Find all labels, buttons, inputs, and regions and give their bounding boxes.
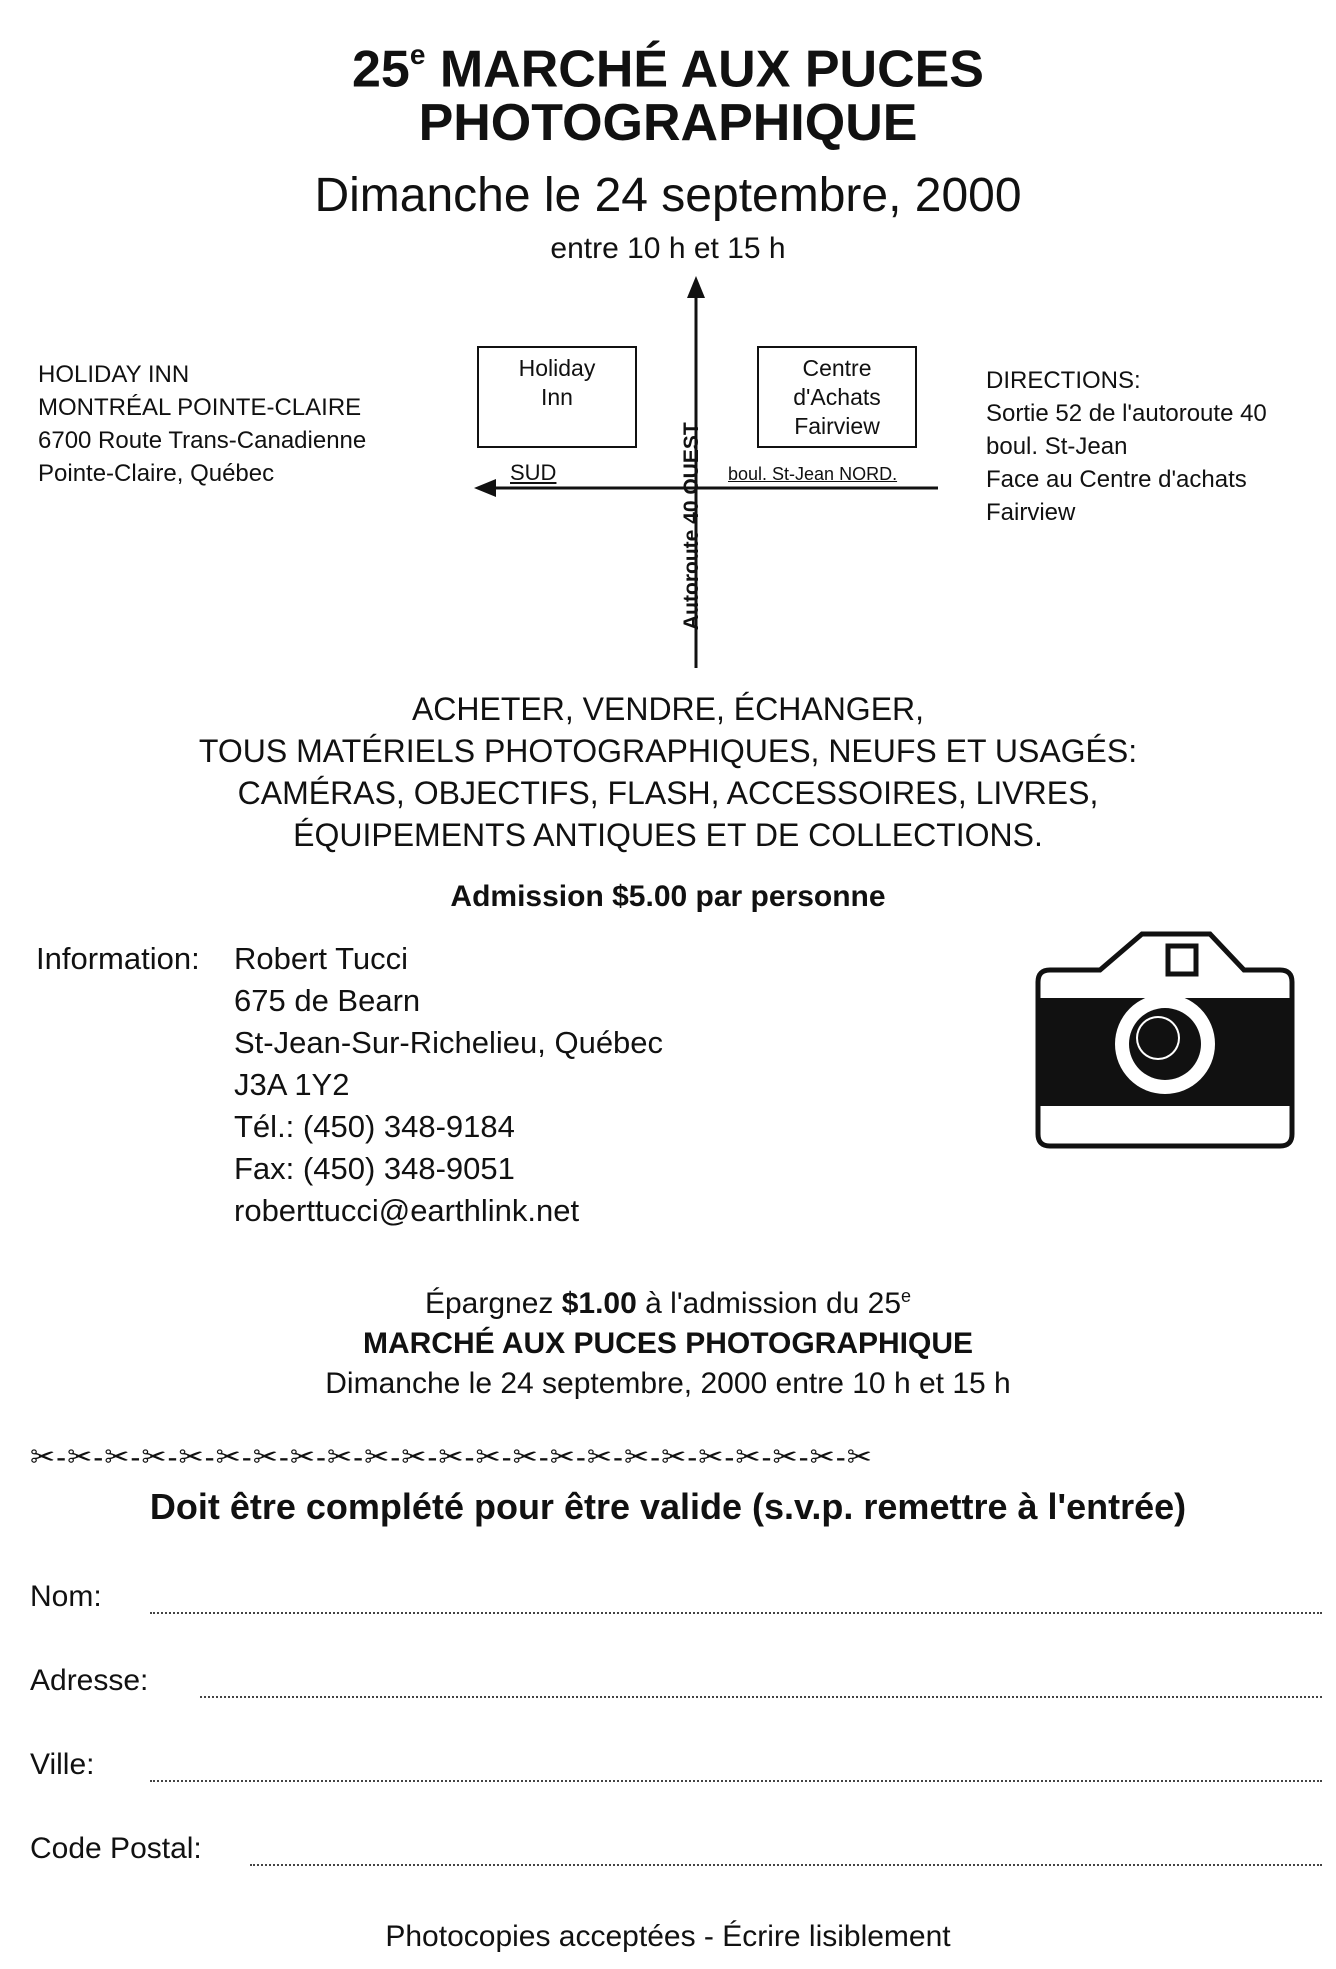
city-field-label: Ville: — [30, 1748, 95, 1781]
title-line2: PHOTOGRAPHIQUE — [418, 94, 918, 152]
directions-line: Face au Centre d'achats — [986, 466, 1247, 493]
highway-label: Autoroute 40 OUEST — [680, 422, 703, 630]
information-label: Information: — [36, 941, 200, 976]
arrow-left-icon — [474, 479, 496, 497]
event-hours: entre 10 h et 15 h — [550, 232, 786, 265]
venue-line: 6700 Route Trans-Canadienne — [38, 427, 367, 454]
contact-phone: Tél.: (450) 348-9184 — [234, 1109, 515, 1144]
listing-line: TOUS MATÉRIELS PHOTOGRAPHIQUES, NEUFS ET USAGÉS: — [198, 733, 1138, 769]
contact-fax: Fax: (450) 348-9051 — [234, 1151, 515, 1186]
venue-line: HOLIDAY INN — [38, 361, 190, 388]
coupon-superscript: e — [901, 1286, 912, 1306]
admission-price: Admission $5.00 par personne — [450, 880, 886, 913]
coupon-line1-pre: Épargnez — [424, 1287, 562, 1320]
centre-box-line: Fairview — [794, 413, 880, 439]
holiday-box-line: Holiday — [518, 355, 596, 381]
page-title — [0, 28, 1336, 100]
information-contact — [234, 938, 663, 1232]
venue-address — [38, 358, 366, 490]
footer-note: Photocopies acceptées - Écrire lisiblement — [385, 1920, 951, 1953]
centre-box-line: Centre — [802, 355, 872, 381]
coupon-line1-post: à l'admission du 25 — [636, 1287, 902, 1320]
centre-achats-box — [757, 346, 917, 448]
holiday-box-line: Inn — [541, 384, 573, 410]
coupon-line1 — [0, 1276, 1336, 1324]
holiday-inn-box — [477, 346, 637, 448]
items-listing — [0, 688, 1336, 856]
directions-line: Sortie 52 de l'autoroute 40 — [986, 400, 1267, 427]
directions-line: Fairview — [986, 499, 1076, 526]
postal-code-field-label: Code Postal: — [30, 1832, 202, 1865]
address-field-label: Adresse: — [30, 1664, 149, 1697]
arrow-up-icon — [687, 276, 705, 298]
directions-line: DIRECTIONS: — [986, 367, 1141, 394]
camera-icon — [1030, 922, 1300, 1157]
centre-box-line: d'Achats — [793, 384, 881, 410]
coupon-line2: MARCHÉ AUX PUCES PHOTOGRAPHIQUE — [362, 1327, 974, 1360]
contact-email: roberttucci@earthlink.net — [234, 1193, 580, 1228]
city-field[interactable] — [150, 1780, 1322, 1782]
road-south-label: SUD — [510, 460, 557, 485]
scissors-icon: ✂-✂-✂-✂-✂-✂-✂-✂-✂-✂-✂-✂-✂-✂-✂-✂-✂-✂-✂-✂-✂-✂-✂ — [30, 1441, 873, 1474]
contact-postal: J3A 1Y2 — [234, 1067, 350, 1102]
listing-line: ACHETER, VENDRE, ÉCHANGER, — [411, 691, 925, 727]
listing-line: CAMÉRAS, OBJECTIFS, FLASH, ACCESSOIRES, LIVRES, — [237, 775, 1099, 811]
postal-code-field[interactable] — [250, 1864, 1322, 1866]
name-field[interactable] — [150, 1612, 1322, 1614]
contact-street: 675 de Bearn — [234, 983, 421, 1018]
venue-line: Pointe-Claire, Québec — [38, 460, 275, 487]
form-heading: Doit être complété pour être valide (s.v.p. remettre à l'entrée) — [149, 1486, 1187, 1527]
directions-line: boul. St-Jean — [986, 433, 1128, 460]
coupon-amount: $1.00 — [561, 1287, 637, 1320]
name-field-label: Nom: — [30, 1580, 102, 1613]
title-line1: MARCHÉ AUX PUCES — [425, 40, 984, 99]
title-number: 25 — [352, 40, 410, 99]
venue-line: MONTRÉAL POINTE-CLAIRE — [38, 394, 362, 421]
address-field[interactable] — [200, 1696, 1322, 1698]
road-north-label: boul. St-Jean NORD. — [728, 464, 898, 484]
coupon-line3: Dimanche le 24 septembre, 2000 entre 10 h et 15 h — [325, 1367, 1011, 1400]
directions — [986, 364, 1267, 529]
contact-city: St-Jean-Sur-Richelieu, Québec — [234, 1025, 664, 1060]
location-map — [470, 270, 950, 670]
contact-name: Robert Tucci — [234, 941, 409, 976]
coupon-text — [0, 1276, 1336, 1404]
event-date: Dimanche le 24 septembre, 2000 — [314, 169, 1022, 222]
title-superscript: e — [409, 39, 426, 70]
listing-line: ÉQUIPEMENTS ANTIQUES ET DE COLLECTIONS. — [293, 817, 1043, 853]
